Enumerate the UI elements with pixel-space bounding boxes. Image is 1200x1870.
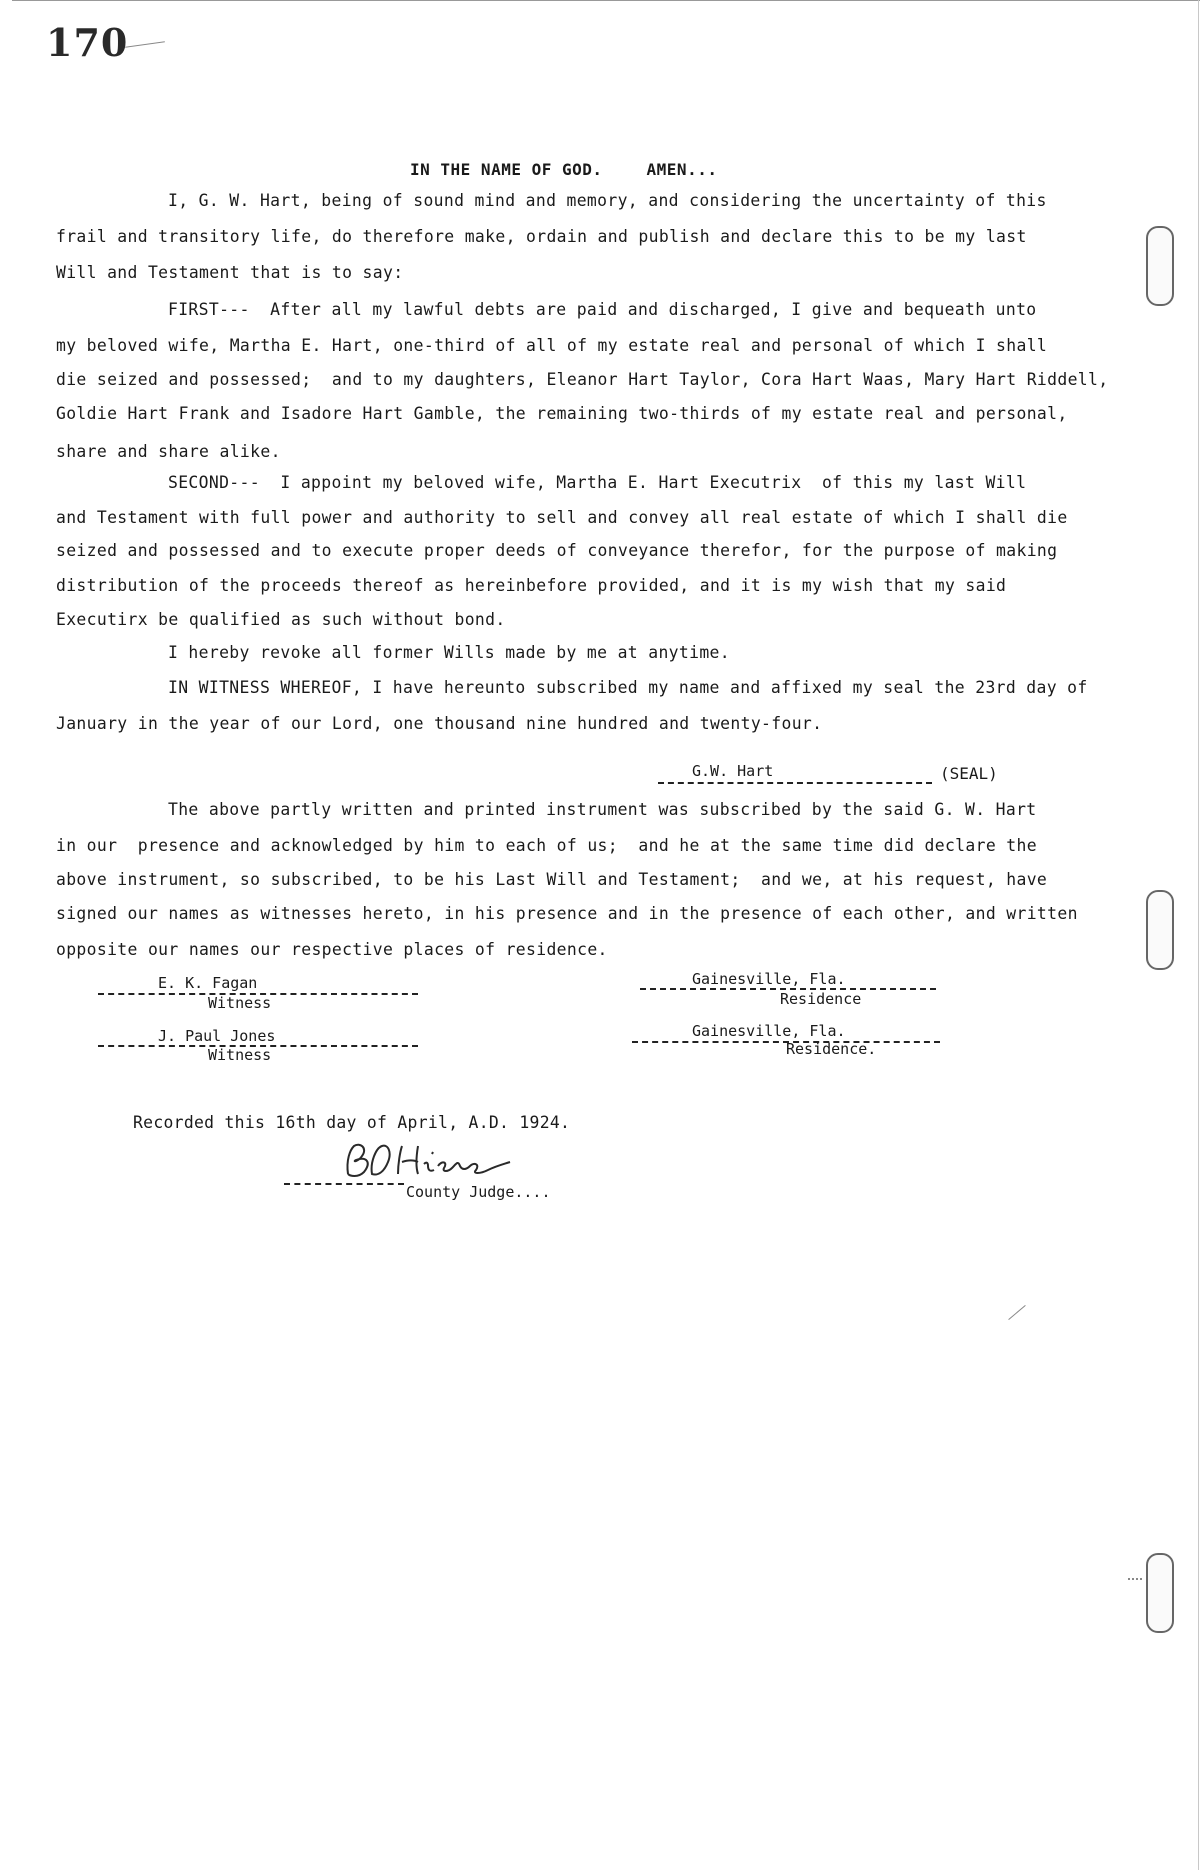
witness-name: E. K. Fagan xyxy=(158,974,258,992)
heading-title: IN THE NAME OF GOD. xyxy=(410,160,603,179)
seal-label: (SEAL) xyxy=(940,764,998,783)
body-line: Goldie Hart Frank and Isadore Hart Gamble, the remaining two-thirds of my estate real and personal, xyxy=(56,404,1068,423)
body-line: die seized and possessed; and to my daughters, Eleanor Hart Taylor, Cora Hart Waas, Mary Hart Riddell, xyxy=(56,370,1109,389)
judge-title-text: County Judge.... xyxy=(406,1183,551,1201)
witness-residence: Gainesville, Fla. xyxy=(692,1022,846,1040)
binder-hole xyxy=(1146,1553,1174,1633)
judge-signature xyxy=(338,1140,518,1182)
body-line: opposite our names our respective places of residence. xyxy=(56,940,608,959)
residence-caption: Residence. xyxy=(786,1040,877,1058)
page-number-stroke xyxy=(125,41,165,48)
body-line: in our presence and acknowledged by him to each of us; and he at the same time did declare the xyxy=(56,836,1037,855)
body-line: FIRST--- After all my lawful debts are paid and discharged, I give and bequeath unto xyxy=(168,300,1037,319)
body-line: above instrument, so subscribed, to be his Last Will and Testament; and we, at his request, have xyxy=(56,870,1048,889)
document-heading xyxy=(410,160,717,179)
body-line: I hereby revoke all former Wills made by me at anytime. xyxy=(168,643,730,662)
testator-signature: G.W. Hart xyxy=(692,762,774,780)
binder-hole xyxy=(1146,226,1174,306)
body-line: and Testament with full power and authority to sell and convey all real estate of which I shall die xyxy=(56,508,1068,527)
judge-signature-line xyxy=(284,1183,404,1185)
body-line: January in the year of our Lord, one thousand nine hundred and twenty-four. xyxy=(56,714,823,733)
page-number: 170 xyxy=(46,20,129,65)
witness-name: J. Paul Jones xyxy=(158,1027,276,1045)
body-line: SECOND--- I appoint my beloved wife, Martha E. Hart Executrix of this my last Will xyxy=(168,473,1027,492)
body-line: The above partly written and printed instrument was subscribed by the said G. W. Hart xyxy=(168,800,1037,819)
witness-residence: Gainesville, Fla. xyxy=(692,970,846,988)
body-line: Executirx be qualified as such without bond. xyxy=(56,610,506,629)
body-line: frail and transitory life, do therefore make, ordain and publish and declare this to be my last xyxy=(56,227,1027,246)
body-line: share and share alike. xyxy=(56,442,281,461)
body-line: seized and possessed and to execute proper deeds of conveyance therefor, for the purpose of making xyxy=(56,541,1058,560)
body-line: distribution of the proceeds thereof as hereinbefore provided, and it is my wish that my said xyxy=(56,576,1007,595)
stray-mark xyxy=(1128,1578,1142,1580)
witness-caption: Witness xyxy=(208,994,272,1012)
body-line: IN WITNESS WHEREOF, I have hereunto subscribed my name and affixed my seal the 23rd day of xyxy=(168,678,1088,697)
body-line: Will and Testament that is to say: xyxy=(56,263,404,282)
page-top-edge xyxy=(12,0,1200,1)
heading-amen: AMEN... xyxy=(646,160,718,179)
recorded-statement: Recorded this 16th day of April, A.D. 1924. xyxy=(133,1113,571,1132)
residence-caption: Residence xyxy=(780,990,862,1008)
body-line: my beloved wife, Martha E. Hart, one-third of all of my estate real and personal of which I shall xyxy=(56,336,1048,355)
stray-mark xyxy=(1008,1305,1025,1320)
body-line: I, G. W. Hart, being of sound mind and memory, and considering the uncertainty of this xyxy=(168,191,1047,210)
binder-hole xyxy=(1146,890,1174,970)
witness-caption: Witness xyxy=(208,1046,272,1064)
testator-signature-line xyxy=(658,782,932,784)
page-right-edge xyxy=(1198,0,1199,1870)
body-line: signed our names as witnesses hereto, in his presence and in the presence of each other, and written xyxy=(56,904,1078,923)
